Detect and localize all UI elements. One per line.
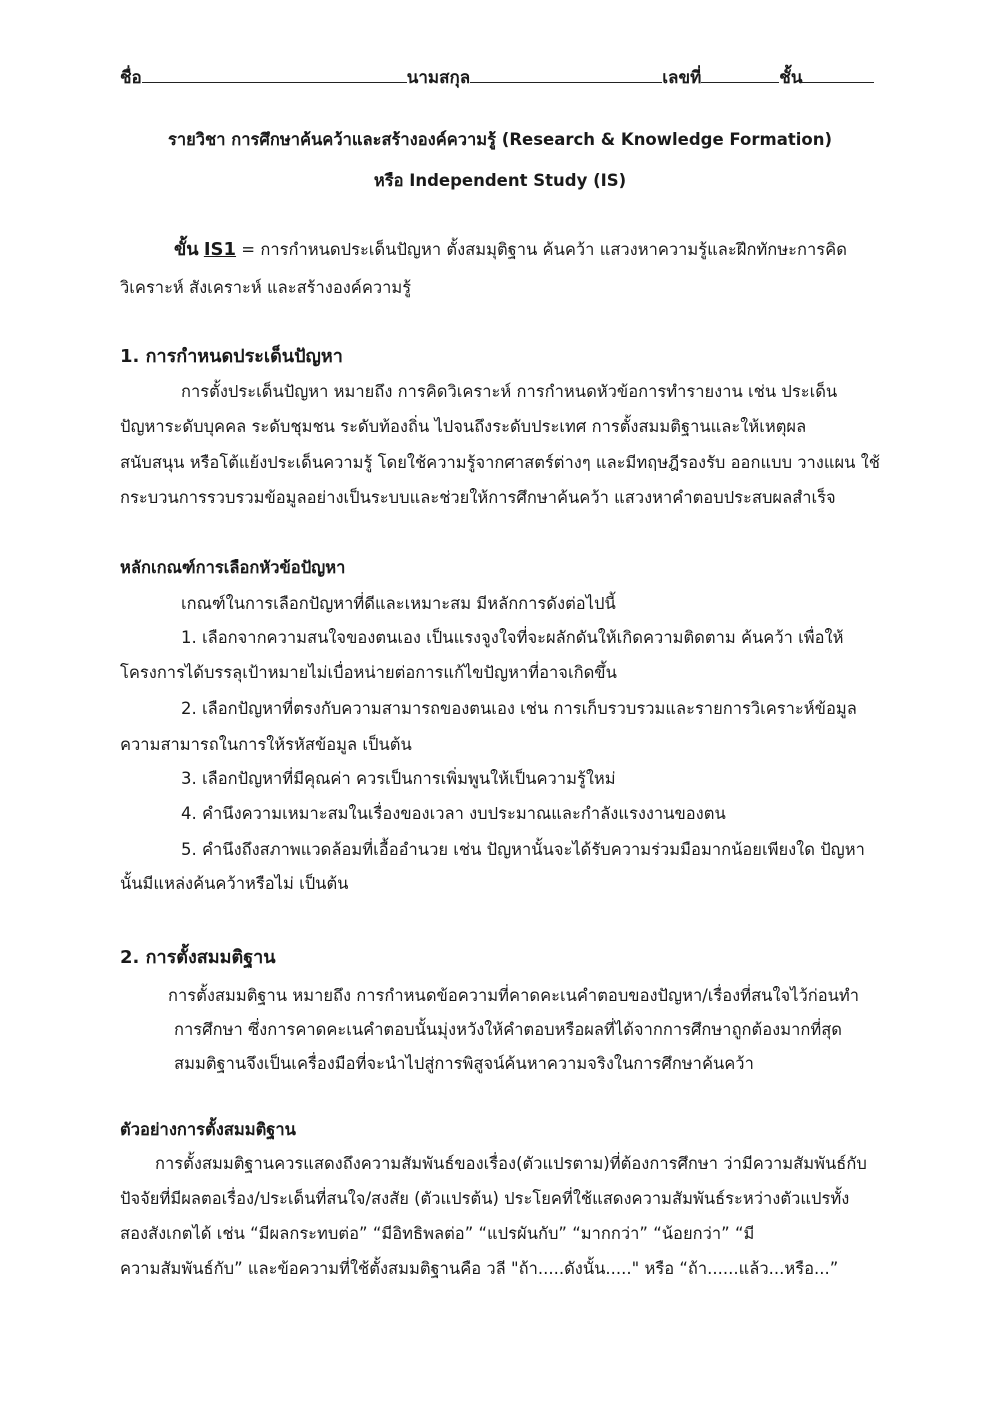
criteria-heading: หลักเกณฑ์การเลือกหัวข้อปัญหา	[120, 558, 346, 577]
section2-line-3: สมมติฐานจึงเป็นเครื่องมือที่จะนำไปสู่การพิสูจน์ค้นหาความจริงในการศึกษาค้นคว้า	[174, 1054, 754, 1073]
criteria-line-5: ความสามารถในการให้รหัสข้อมูล เป็นต้น	[120, 735, 412, 754]
example-line-1: การตั้งสมมติฐานควรแสดงถึงความสัมพันธ์ของเรื่อง(ตัวแปรตาม)ที่ต้องการศึกษา ว่ามีความสัมพันธ์กับ	[155, 1154, 867, 1173]
criteria-line-4: 2. เลือกปัญหาที่ตรงกับความสามารถของตนเอง เช่น การเก็บรวบรวมและรายการวิเคราะห์ข้อมูล	[181, 699, 857, 718]
criteria-line-2: 1. เลือกจากความสนใจของตนเอง เป็นแรงจูงใจที่จะผลักดันให้เกิดความติดตาม ค้นคว้า เพื่อให้	[181, 628, 844, 647]
criteria-line-8: 5. คำนึงถึงสภาพแวดล้อมที่เอื้ออำนวย เช่น ปัญหานั้นจะได้รับความร่วมมือมากน้อยเพียงใด ปัญหา	[181, 840, 865, 859]
title-line-1: รายวิชา การศึกษาค้นคว้าและสร้างองค์ความรู้ (Research & Knowledge Formation)	[167, 130, 832, 149]
section2-heading: 2. การตั้งสมมติฐาน	[120, 947, 276, 968]
example-line-4: ความสัมพันธ์กับ” และข้อความที่ใช้ตั้งสมมติฐานคือ วลี "ถ้า.....ดังนั้น....." หรือ “ถ้า......แล้ว...หรือ...”	[120, 1259, 839, 1278]
criteria-line-3: โครงการได้บรรลุเป้าหมายไม่เบื่อหน่ายต่อการแก้ไขปัญหาที่อาจเกิดขึ้น	[120, 663, 617, 682]
number-blank[interactable]	[701, 66, 779, 83]
class-label: ชั้น	[779, 68, 803, 88]
criteria-line-7: 4. คำนึงความเหมาะสมในเรื่องของเวลา งบประมาณและกำลังแรงงานของตน	[181, 804, 726, 823]
section1-line-1: การตั้งประเด็นปัญหา หมายถึง การคิดวิเคราะห์ การกำหนดหัวข้อการทำรายงาน เช่น ประเด็น	[181, 382, 838, 401]
name-line	[120, 66, 874, 90]
example-heading: ตัวอย่างการตั้งสมมติฐาน	[120, 1120, 296, 1139]
section2-line-1: การตั้งสมมติฐาน หมายถึง การกำหนดข้อความที่คาดคะเนคำตอบของปัญหา/เรื่องที่สนใจไว้ก่อนทำ	[168, 986, 860, 1005]
section2-line-2: การศึกษา ซึ่งการคาดคะเนคำตอบนั้นมุ่งหวังให้คำตอบหรือผลที่ได้จากการศึกษาถูกต้องมากที่สุด	[174, 1020, 843, 1039]
title-line-2: หรือ Independent Study (IS)	[373, 171, 627, 190]
example-line-2: ปัจจัยที่มีผลตอเรื่อง/ประเด็นที่สนใจ/สงสัย (ตัวแปรต้น) ประโยคที่ใช้แสดงความสัมพันธ์ระหว่างตัวแปรทั้ง	[120, 1189, 850, 1208]
intro-line-2: วิเคราะห์ สังเคราะห์ และสร้างองค์ความรู้	[120, 278, 412, 297]
surname-label: นามสกุล	[406, 68, 471, 88]
intro-line-1-text: = การกำหนดประเด็นปัญหา ตั้งสมมุติฐาน ค้นคว้า แสวงหาความรู้และฝึกทักษะการคิด	[236, 240, 847, 259]
criteria-line-9: นั้นมีแหล่งค้นคว้าหรือไม่ เป็นต้น	[120, 874, 349, 893]
section1-line-2: ปัญหาระดับบุคคล ระดับชุมชน ระดับท้องถิ่น ไปจนถึงระดับประเทศ การตั้งสมมติฐานและให้เหตุผล	[120, 417, 807, 436]
name-blank[interactable]	[142, 66, 407, 83]
class-blank[interactable]	[802, 66, 874, 83]
step-code: IS1	[203, 239, 237, 260]
example-line-3: สองสังเกตได้ เช่น “มีผลกระทบต่อ” “มีอิทธิพลต่อ” “แปรผันกับ” “มากกว่า” “น้อยกว่า” “มี	[120, 1224, 755, 1243]
intro-line-1	[174, 238, 847, 262]
criteria-line-1: เกณฑ์ในการเลือกปัญหาที่ดีและเหมาะสม มีหลักการดังต่อไปนี้	[181, 594, 616, 613]
criteria-line-6: 3. เลือกปัญหาที่มีคุณค่า ควรเป็นการเพิ่มพูนให้เป็นความรู้ใหม่	[181, 769, 616, 788]
section1-line-4: กระบวนการรวบรวมข้อมูลอย่างเป็นระบบและช่วยให้การศึกษาค้นคว้า แสวงหาคำตอบประสบผลสำเร็จ	[120, 488, 836, 507]
name-label: ชื่อ	[120, 68, 142, 88]
section1-heading: 1. การกำหนดประเด็นปัญหา	[120, 346, 343, 367]
section1-line-3: สนับสนุน หรือโต้แย้งประเด็นความรู้ โดยใช้ความรู้จากศาสตร์ต่างๆ และมีทฤษฎีรองรับ ออกแบบ วางแผน ใช้	[120, 453, 880, 472]
step-word: ขั้น	[174, 239, 199, 260]
surname-blank[interactable]	[470, 66, 662, 83]
number-label: เลขที่	[662, 68, 702, 88]
